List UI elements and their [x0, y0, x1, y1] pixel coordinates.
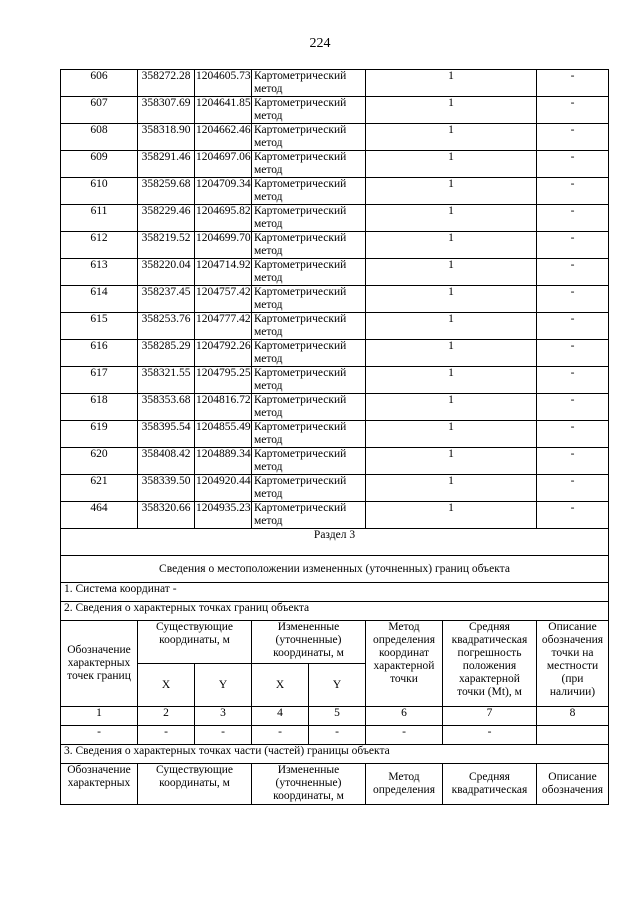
section-title: Раздел 3 — [61, 529, 609, 556]
point-x: 358320.66 — [138, 502, 195, 529]
table-row — [61, 421, 609, 448]
point-y: 1204816.72 — [195, 394, 252, 421]
part-header-method: Метод определения — [366, 764, 443, 805]
header-changed-x: X — [252, 664, 309, 707]
point-description: - — [537, 151, 609, 178]
col-number: 1 — [61, 707, 138, 726]
boundary-points-table — [60, 69, 609, 805]
point-method: Картометрический метод — [252, 178, 366, 205]
header-description: Описание обозначения точки на местности (при наличии) — [537, 621, 609, 707]
point-y: 1204757.42 — [195, 286, 252, 313]
table-row — [61, 367, 609, 394]
point-x: 358259.68 — [138, 178, 195, 205]
point-y: 1204699.70 — [195, 232, 252, 259]
point-method: Картометрический метод — [252, 394, 366, 421]
table-row — [61, 448, 609, 475]
point-accuracy: 1 — [366, 178, 537, 205]
point-x: 358237.45 — [138, 286, 195, 313]
point-y: 1204709.34 — [195, 178, 252, 205]
point-description: - — [537, 178, 609, 205]
header-existing-x: X — [138, 664, 195, 707]
point-accuracy: 1 — [366, 394, 537, 421]
point-description: - — [537, 448, 609, 475]
table-row — [61, 286, 609, 313]
point-method: Картометрический метод — [252, 124, 366, 151]
table-row — [61, 97, 609, 124]
point-number: 464 — [61, 502, 138, 529]
point-number: 609 — [61, 151, 138, 178]
point-description: - — [537, 340, 609, 367]
point-y: 1204605.73 — [195, 70, 252, 97]
point-x: 358408.42 — [138, 448, 195, 475]
header-existing-coords: Существующие координаты, м — [138, 621, 252, 664]
point-accuracy: 1 — [366, 70, 537, 97]
point-number: 612 — [61, 232, 138, 259]
point-y: 1204641.85 — [195, 97, 252, 124]
point-number: 608 — [61, 124, 138, 151]
point-x: 358353.68 — [138, 394, 195, 421]
part-header-existing: Существующие координаты, м — [138, 764, 252, 805]
point-y: 1204662.46 — [195, 124, 252, 151]
table-row — [61, 205, 609, 232]
point-description: - — [537, 394, 609, 421]
point-number: 614 — [61, 286, 138, 313]
point-method: Картометрический метод — [252, 259, 366, 286]
point-x: 358220.04 — [138, 259, 195, 286]
point-y: 1204855.49 — [195, 421, 252, 448]
point-accuracy: 1 — [366, 367, 537, 394]
point-number: 621 — [61, 475, 138, 502]
point-accuracy: 1 — [366, 286, 537, 313]
point-y: 1204889.34 — [195, 448, 252, 475]
point-accuracy: 1 — [366, 97, 537, 124]
point-number: 615 — [61, 313, 138, 340]
point-number: 610 — [61, 178, 138, 205]
point-number: 620 — [61, 448, 138, 475]
empty-cell: - — [443, 726, 537, 745]
point-method: Картометрический метод — [252, 70, 366, 97]
empty-cell: - — [309, 726, 366, 745]
point-method: Картометрический метод — [252, 313, 366, 340]
empty-cell: - — [61, 726, 138, 745]
point-method: Картометрический метод — [252, 286, 366, 313]
point-y: 1204795.25 — [195, 367, 252, 394]
point-x: 358219.52 — [138, 232, 195, 259]
empty-cell: - — [138, 726, 195, 745]
point-number: 618 — [61, 394, 138, 421]
header-changed-y: Y — [309, 664, 366, 707]
point-x: 358339.50 — [138, 475, 195, 502]
point-x: 358229.46 — [138, 205, 195, 232]
col-number: 2 — [138, 707, 195, 726]
section-subtitle: Сведения о местоположении измененных (уточненных) границ объекта — [61, 556, 609, 583]
point-method: Картометрический метод — [252, 448, 366, 475]
point-description: - — [537, 475, 609, 502]
table-row — [61, 259, 609, 286]
point-method: Картометрический метод — [252, 205, 366, 232]
point-x: 358321.55 — [138, 367, 195, 394]
table-row — [61, 151, 609, 178]
empty-cell — [537, 726, 609, 745]
point-y: 1204792.26 — [195, 340, 252, 367]
table-row — [61, 70, 609, 97]
header-accuracy: Средняя квадратическая погрешность положения характерной точки (Mt), м — [443, 621, 537, 707]
point-y: 1204695.82 — [195, 205, 252, 232]
point-accuracy: 1 — [366, 205, 537, 232]
header-changed-coords: Измененные (уточненные) координаты, м — [252, 621, 366, 664]
point-x: 358307.69 — [138, 97, 195, 124]
point-number: 611 — [61, 205, 138, 232]
point-accuracy: 1 — [366, 502, 537, 529]
col-number: 5 — [309, 707, 366, 726]
point-x: 358285.29 — [138, 340, 195, 367]
part-points-heading: 3. Сведения о характерных точках части (частей) границы объекта — [61, 745, 609, 764]
point-number: 607 — [61, 97, 138, 124]
point-description: - — [537, 502, 609, 529]
point-number: 613 — [61, 259, 138, 286]
point-number: 616 — [61, 340, 138, 367]
table-row — [61, 178, 609, 205]
table-row — [61, 502, 609, 529]
col-number: 7 — [443, 707, 537, 726]
point-accuracy: 1 — [366, 259, 537, 286]
point-method: Картометрический метод — [252, 97, 366, 124]
point-y: 1204714.92 — [195, 259, 252, 286]
empty-cell: - — [195, 726, 252, 745]
coord-system-line: 1. Система координат - — [61, 583, 609, 602]
col-number: 4 — [252, 707, 309, 726]
table-row — [61, 124, 609, 151]
point-accuracy: 1 — [366, 232, 537, 259]
point-y: 1204777.42 — [195, 313, 252, 340]
point-number: 619 — [61, 421, 138, 448]
point-description: - — [537, 367, 609, 394]
point-x: 358395.54 — [138, 421, 195, 448]
part-header-designation: Обозначение характерных — [61, 764, 138, 805]
table-row — [61, 232, 609, 259]
point-description: - — [537, 421, 609, 448]
point-accuracy: 1 — [366, 151, 537, 178]
point-method: Картометрический метод — [252, 232, 366, 259]
char-points-heading: 2. Сведения о характерных точках границ объекта — [61, 602, 609, 621]
col-number: 3 — [195, 707, 252, 726]
point-description: - — [537, 124, 609, 151]
point-description: - — [537, 205, 609, 232]
point-x: 358291.46 — [138, 151, 195, 178]
point-description: - — [537, 232, 609, 259]
point-accuracy: 1 — [366, 475, 537, 502]
header-existing-y: Y — [195, 664, 252, 707]
table-row — [61, 340, 609, 367]
point-number: 617 — [61, 367, 138, 394]
point-x: 358272.28 — [138, 70, 195, 97]
point-method: Картометрический метод — [252, 475, 366, 502]
col-number: 8 — [537, 707, 609, 726]
empty-cell: - — [366, 726, 443, 745]
point-number: 606 — [61, 70, 138, 97]
point-method: Картометрический метод — [252, 502, 366, 529]
col-number: 6 — [366, 707, 443, 726]
table-row — [61, 394, 609, 421]
point-description: - — [537, 70, 609, 97]
page-number: 224 — [309, 36, 331, 51]
header-method: Метод определения координат характерной точки — [366, 621, 443, 707]
table-row — [61, 475, 609, 502]
point-accuracy: 1 — [366, 340, 537, 367]
table-row — [61, 313, 609, 340]
point-method: Картометрический метод — [252, 151, 366, 178]
point-accuracy: 1 — [366, 421, 537, 448]
point-y: 1204920.44 — [195, 475, 252, 502]
point-accuracy: 1 — [366, 124, 537, 151]
empty-cell: - — [252, 726, 309, 745]
point-description: - — [537, 313, 609, 340]
point-x: 358253.76 — [138, 313, 195, 340]
point-accuracy: 1 — [366, 448, 537, 475]
point-description: - — [537, 259, 609, 286]
point-method: Картометрический метод — [252, 340, 366, 367]
point-method: Картометрический метод — [252, 421, 366, 448]
point-accuracy: 1 — [366, 313, 537, 340]
part-header-accuracy: Средняя квадратическая — [443, 764, 537, 805]
header-designation: Обозначение характерных точек границ — [61, 621, 138, 707]
part-header-description: Описание обозначения — [537, 764, 609, 805]
point-description: - — [537, 97, 609, 124]
point-y: 1204935.23 — [195, 502, 252, 529]
point-x: 358318.90 — [138, 124, 195, 151]
point-y: 1204697.06 — [195, 151, 252, 178]
point-description: - — [537, 286, 609, 313]
point-method: Картометрический метод — [252, 367, 366, 394]
part-header-changed: Измененные (уточненные) координаты, м — [252, 764, 366, 805]
points-body — [61, 70, 609, 529]
